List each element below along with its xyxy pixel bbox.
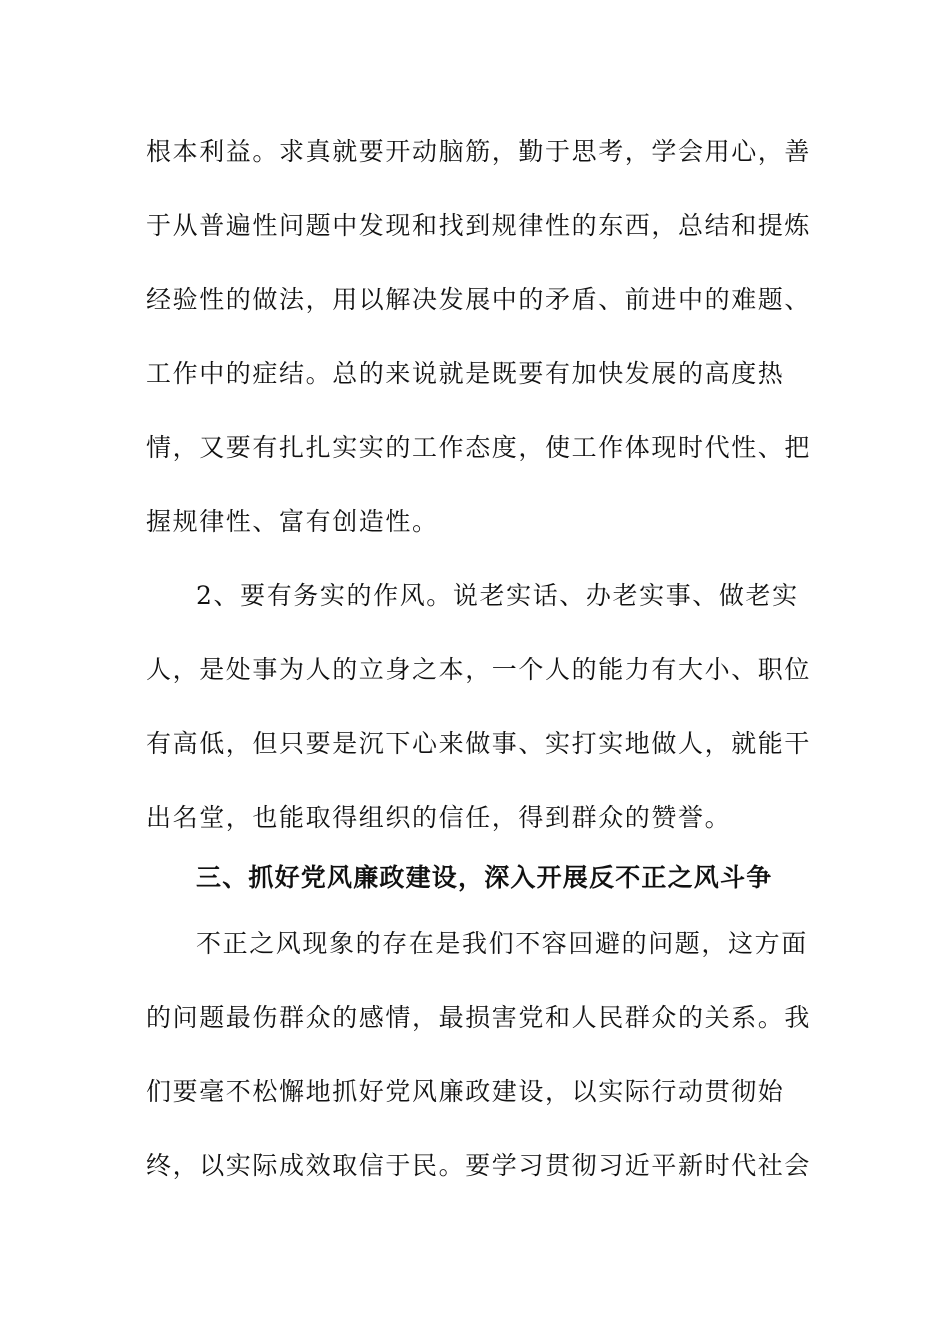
paragraph-line: 根本利益。求真就要开动脑筋，勤于思考，学会用心，善	[146, 137, 812, 166]
paragraph-line: 终，以实际成效取信于民。要学习贯彻习近平新时代社会	[146, 1151, 812, 1180]
paragraph-line: 不正之风现象的存在是我们不容回避的问题，这方面	[196, 929, 808, 958]
paragraph-line: 2、要有务实的作风。说老实话、办老实事、做老实	[196, 581, 799, 610]
paragraph-line: 于从普遍性问题中发现和找到规律性的东西，总结和提炼	[146, 211, 812, 240]
paragraph-line: 人，是处事为人的立身之本，一个人的能力有大小、职位	[146, 655, 812, 684]
section-heading: 三、抓好党风廉政建设，深入开展反不正之风斗争	[196, 863, 773, 892]
paragraph-line: 们要毫不松懈地抓好党风廉政建设，以实际行动贯彻始	[146, 1077, 785, 1106]
paragraph-line: 出名堂，也能取得组织的信任，得到群众的赞誉。	[146, 803, 732, 832]
paragraph-line: 握规律性、富有创造性。	[146, 507, 439, 536]
paragraph-line: 的问题最伤群众的感情，最损害党和人民群众的关系。我	[146, 1003, 812, 1032]
paragraph-line: 经验性的做法，用以解决发展中的矛盾、前进中的难题、	[146, 285, 812, 314]
paragraph-line: 情，又要有扎扎实实的工作态度，使工作体现时代性、把	[146, 433, 812, 462]
paragraph-line: 工作中的症结。总的来说就是既要有加快发展的高度热	[146, 359, 785, 388]
paragraph-line: 有高低，但只要是沉下心来做事、实打实地做人，就能干	[146, 729, 812, 758]
